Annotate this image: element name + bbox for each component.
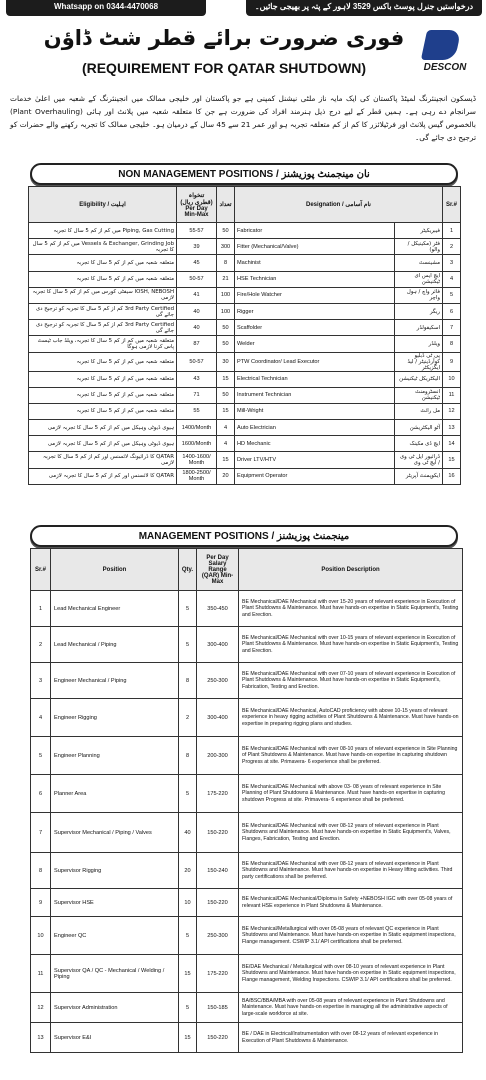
sr-cell: 11: [31, 955, 51, 993]
sr-cell: 5: [31, 737, 51, 775]
qty-cell: 15: [179, 955, 197, 993]
salary-cell: 250-300: [197, 663, 239, 699]
description-cell: BE Mechanical/DAE Mechanical with over 10-15 years of relevant experience in Execution of Plant Shutdowns & Maintenance. Must have hands-on expertise in Static Equipment's, Testing and Erection.: [239, 627, 463, 663]
description-cell: BE Mechanical/DAE Mechanical/Diploma in Safety +NEBOSH IGC with over 05-08 years of relevant HSE experience in Plant Shutdowns & Maintenance.: [239, 889, 463, 917]
sr-cell: 12: [443, 403, 461, 419]
eligibility-cell: ہیوی ڈیوٹی وہیکل میں کم از کم 5 سال کا تجربہ لازمی: [29, 436, 177, 452]
designation-cell: Equipment Operator: [235, 468, 395, 484]
salary-cell: 55-57: [177, 223, 217, 239]
sr-cell: 2: [31, 627, 51, 663]
eligibility-cell: IOSH, NEBOSH سیفٹی کورس میں کم از کم 5 سال کا تجربہ لازمی: [29, 287, 177, 303]
qty-cell: 100: [217, 287, 235, 303]
sr-cell: 7: [443, 320, 461, 336]
sr-cell: 8: [443, 336, 461, 352]
sr-cell: 9: [31, 889, 51, 917]
title-urdu: فوری ضرورت برائے قطر شٹ ڈاؤن: [43, 26, 405, 50]
salary-cell: 39: [177, 239, 217, 255]
table-row: [29, 303, 461, 319]
table-row: [29, 223, 461, 239]
qty-cell: 20: [179, 853, 197, 889]
salary-cell: 175-220: [197, 775, 239, 813]
salary-cell: 150-240: [197, 853, 239, 889]
qty-cell: 50: [217, 336, 235, 352]
designation-cell: Driver LTV/HTV: [235, 452, 395, 468]
salary-cell: 1400/Month: [177, 420, 217, 436]
whatsapp-box: Whatsapp on 0344-4470068: [6, 0, 206, 16]
designation-urdu-cell: ایچ ڈی مکینک: [395, 436, 443, 452]
eligibility-cell: متعلقہ شعبہ میں کم از کم 5 سال کا تجربہ: [29, 352, 177, 371]
description-cell: BA/BSC/BBA/MBA with over 05-08 years of relevant experience in Plant Shutdowns and Maintenance. Must have hands-on expertise in managing all the administrative aspects of large-scale workforce at site.: [239, 993, 463, 1023]
col-salary: تنخواہ (قطری ریال) Per Day Min-Max: [177, 187, 217, 223]
sr-cell: 4: [31, 699, 51, 737]
designation-cell: Fitter (Mechanical/Valve): [235, 239, 395, 255]
eligibility-cell: ہیوی ڈیوٹی وہیکل میں کم از کم 5 سال کا تجربہ لازمی: [29, 420, 177, 436]
sr-cell: 12: [31, 993, 51, 1023]
table-row: [31, 993, 463, 1023]
qty-cell: 15: [217, 403, 235, 419]
salary-cell: 300-400: [197, 699, 239, 737]
designation-cell: Scaffolder: [235, 320, 395, 336]
table-row: [29, 352, 461, 371]
sr-cell: 6: [31, 775, 51, 813]
table-row: [31, 889, 463, 917]
designation-urdu-cell: انسٹرومنٹ ٹیکنیشن: [395, 387, 443, 403]
qty-cell: 20: [217, 468, 235, 484]
description-cell: BE Mechanical/DAE Mechanical with above 03- 08 years of relevant experience in Site Planning of Plant Shutdowns & Maintenance. Must have hands-on expertise in capturing shutdown Progress at site. Primavera- 6 experience shall be preferred.: [239, 775, 463, 813]
position-cell: Lead Mechanical Engineer: [51, 591, 179, 627]
table-row: [31, 917, 463, 955]
col-salary: Per Day Salary Range (QAR) Min-Max: [197, 549, 239, 591]
qty-cell: 5: [179, 627, 197, 663]
table-row: [31, 663, 463, 699]
designation-urdu-cell: مشینسٹ: [395, 255, 443, 271]
sr-cell: 7: [31, 813, 51, 853]
table-row: [31, 699, 463, 737]
table-row: [29, 255, 461, 271]
table-header-row: [31, 549, 463, 591]
qty-cell: 15: [179, 1023, 197, 1053]
title-english: (REQUIREMENT FOR QATAR SHUTDOWN): [81, 60, 367, 76]
sr-cell: 13: [443, 420, 461, 436]
designation-cell: PTW Coordinator/ Lead Executor: [235, 352, 395, 371]
designation-cell: HD Mechanic: [235, 436, 395, 452]
table-row: [29, 371, 461, 387]
designation-cell: Rigger: [235, 303, 395, 319]
sr-cell: 1: [31, 591, 51, 627]
salary-cell: 45: [177, 255, 217, 271]
col-position: Position: [51, 549, 179, 591]
designation-cell: Welder: [235, 336, 395, 352]
top-strip: [0, 0, 486, 18]
description-cell: BE Mechanical/DAE Mechanical with over 15-20 years of relevant experience in Execution of Plant Shutdowns & Maintenance. Must have hands-on expertise in Static Equipment's, Testing and Erection.: [239, 591, 463, 627]
qty-cell: 21: [217, 271, 235, 287]
sr-cell: 3: [31, 663, 51, 699]
eligibility-cell: QATAR کا ڈرائیونگ لائسنس اور کم از کم 5 سال کا تجربہ لازمی: [29, 452, 177, 468]
sr-cell: 9: [443, 352, 461, 371]
management-heading: MANAGEMENT POSITIONS / مینجمنٹ پوزیشنز: [30, 525, 458, 547]
position-cell: Engineer QC: [51, 917, 179, 955]
qty-cell: 5: [179, 775, 197, 813]
designation-urdu-cell: ریگر: [395, 303, 443, 319]
eligibility-cell: 3rd Party Certified کم از کم 5 سال کا تجربہ کو ترجیح دی جائے گی: [29, 320, 177, 336]
col-qty: تعداد: [217, 187, 235, 223]
salary-cell: 43: [177, 371, 217, 387]
salary-cell: 1600/Month: [177, 436, 217, 452]
table-row: [29, 336, 461, 352]
designation-urdu-cell: ویلڈر: [395, 336, 443, 352]
qty-cell: 50: [217, 387, 235, 403]
designation-urdu-cell: ایچ ایس ای ٹیکنیشن: [395, 271, 443, 287]
qty-cell: 4: [217, 420, 235, 436]
qty-cell: 300: [217, 239, 235, 255]
position-cell: Engineer Mechanical / Piping: [51, 663, 179, 699]
position-cell: Supervisor Mechanical / Piping / Valves: [51, 813, 179, 853]
salary-cell: 150-220: [197, 1023, 239, 1053]
table-row: [29, 420, 461, 436]
sr-cell: 11: [443, 387, 461, 403]
designation-cell: Instrument Technician: [235, 387, 395, 403]
non-management-heading: NON MANAGEMENT POSITIONS / نان مینجمنٹ پوزیشنز: [30, 163, 458, 185]
table-row: [29, 271, 461, 287]
salary-cell: 350-450: [197, 591, 239, 627]
table-row: [29, 287, 461, 303]
description-cell: BE Mechanical/DAE Mechanical with over 08-12 years of relevant experience in Plant Shutdowns and Maintenance. Must have hands-on expertise in Heavy lifting activities. Third party certifications shall be preferred.: [239, 853, 463, 889]
position-cell: Engineer Planning: [51, 737, 179, 775]
salary-cell: 50-57: [177, 352, 217, 371]
qty-cell: 8: [217, 255, 235, 271]
salary-cell: 150-220: [197, 813, 239, 853]
table-row: [31, 1023, 463, 1053]
table-row: [31, 775, 463, 813]
sr-cell: 10: [31, 917, 51, 955]
qty-cell: 5: [179, 591, 197, 627]
designation-cell: Electrical Technician: [235, 371, 395, 387]
salary-cell: 71: [177, 387, 217, 403]
designation-urdu-cell: فٹر (مکینیکل / والو): [395, 239, 443, 255]
qty-cell: 10: [179, 889, 197, 917]
salary-cell: 175-220: [197, 955, 239, 993]
designation-urdu-cell: پی ٹی ڈبلیو کوآرڈینیٹر / لیڈ ایگزیکٹر: [395, 352, 443, 371]
eligibility-cell: QATAR کا لائسنس اور کم از کم 5 سال کا تجربہ لازمی: [29, 468, 177, 484]
table-row: [29, 320, 461, 336]
description-cell: BE / DAE in Electrical/Instrumentation with over 08-12 years of relevant experience in Execution of Plant Shutdowns & Maintenance.: [239, 1023, 463, 1053]
sr-cell: 14: [443, 436, 461, 452]
eligibility-cell: متعلقہ شعبہ میں کم از کم 5 سال کا تجربہ: [29, 371, 177, 387]
qty-cell: 5: [179, 917, 197, 955]
table-row: [31, 813, 463, 853]
eligibility-cell: 3rd Party Certified کم از کم 5 سال کا تجربہ کو ترجیح دی جائے گی: [29, 303, 177, 319]
non-management-table: [28, 186, 461, 485]
qty-cell: 2: [179, 699, 197, 737]
designation-urdu-cell: اسکیفولڈر: [395, 320, 443, 336]
sr-cell: 4: [443, 271, 461, 287]
salary-cell: 50-57: [177, 271, 217, 287]
table-row: [31, 737, 463, 775]
table-row: [31, 591, 463, 627]
eligibility-cell: متعلقہ شعبہ میں کم از کم 5 سال کا تجربہ: [29, 271, 177, 287]
sr-cell: 15: [443, 452, 461, 468]
salary-cell: 87: [177, 336, 217, 352]
description-cell: BE Mechanical/DAE Mechanical, AutoCAD proficiency with above 10-15 years of relevant experience in heavy rigging activities of Plant Shutdowns & Maintenance. Must have hands-on expertise in preparing rigging plans and studies.: [239, 699, 463, 737]
table-row: [29, 468, 461, 484]
logo-mark-icon: [421, 30, 461, 60]
table-row: [31, 955, 463, 993]
salary-cell: 1400-1600/ Month: [177, 452, 217, 468]
intro-paragraph: ڈیسکون انجینئرنگ لمیٹڈ پاکستان کی ایک مایہ ناز ملٹی نیشنل کمپنی ہے جو پاکستان اور خلیجی ممالک میں انجینئرنگ کے شعبہ میں اعلیٰ خدمات سرانجام دے رہی ہے۔ ہمیں قطر کے لیے درج ذیل ہنرمند افراد کی ضرورت ہے جن کا متعلقہ شعبہ میں پلانٹ اور ہائی (Plant Overhauling) بالخصوص گیس پلانٹ اور فرٹیلائزر کا کم از کم متعلقہ تجربہ ہو اور عمر 21 سے 45 سال کے درمیان ہو۔ خلیجی ممالک کا تجربہ رکھنے والے حضرات کو ترجیح دی جائے گی۔: [10, 94, 476, 142]
qty-cell: 15: [217, 452, 235, 468]
eligibility-cell: Piping, Gas Cutting میں کم از کم 5 سال کا تجربہ: [29, 223, 177, 239]
designation-urdu-cell: آٹو الیکٹریشن: [395, 420, 443, 436]
sr-cell: 3: [443, 255, 461, 271]
col-description: Position Description: [239, 549, 463, 591]
position-cell: Supervisor QA / QC - Mechanical / Welding / Piping: [51, 955, 179, 993]
col-sr: Sr.#: [31, 549, 51, 591]
designation-cell: Auto Electrician: [235, 420, 395, 436]
descon-logo: [416, 30, 474, 78]
qty-cell: 50: [217, 223, 235, 239]
sr-cell: 2: [443, 239, 461, 255]
qty-cell: 40: [179, 813, 197, 853]
position-cell: Engineer Rigging: [51, 699, 179, 737]
position-cell: Supervisor Administration: [51, 993, 179, 1023]
description-cell: BE/DAE Mechanical / Metallurgical with over 08-10 years of relevant experience in Plant Shutdowns and Maintenance. Must have hands-on expertise in Static equipment inspections, Flange management, Welding Inspections. CSWIP 3.1/ API certifications shall be preferred.: [239, 955, 463, 993]
position-cell: Supervisor Rigging: [51, 853, 179, 889]
logo-text: DESCON: [423, 62, 467, 73]
description-cell: BE Mechanical/DAE Mechanical with over 08-10 years of relevant experience in Site Planning of Plant Shutdowns & Maintenance. Must have hands-on expertise in capturing shutdown Progress at site. Primavera- 6 experience shall be preferred.: [239, 737, 463, 775]
eligibility-cell: متعلقہ شعبہ میں کم از کم 5 سال کا تجربہ: [29, 387, 177, 403]
sr-cell: 16: [443, 468, 461, 484]
sr-cell: 1: [443, 223, 461, 239]
salary-cell: 150-220: [197, 889, 239, 917]
qty-cell: 4: [217, 436, 235, 452]
designation-cell: HSE Technician: [235, 271, 395, 287]
salary-cell: 300-400: [197, 627, 239, 663]
salary-cell: 250-300: [197, 917, 239, 955]
management-table: [30, 548, 463, 1053]
salary-cell: 1800-2500/ Month: [177, 468, 217, 484]
eligibility-cell: متعلقہ شعبہ میں کم از کم 5 سال کا تجربہ: [29, 255, 177, 271]
col-qty: Qty.: [179, 549, 197, 591]
designation-urdu-cell: فائر واچ / ہول واچر: [395, 287, 443, 303]
sr-cell: 5: [443, 287, 461, 303]
address-box: درخواستیں جنرل پوسٹ باکس 3529 لاہور کے پتہ پر بھیجی جائیں۔: [246, 0, 482, 16]
salary-cell: 55: [177, 403, 217, 419]
ad-header: [4, 22, 482, 84]
position-cell: Lead Mechanical / Piping: [51, 627, 179, 663]
designation-urdu-cell: مل رائٹ: [395, 403, 443, 419]
table-row: [29, 436, 461, 452]
table-row: [29, 452, 461, 468]
designation-cell: Fabricator: [235, 223, 395, 239]
table-row: [29, 387, 461, 403]
qty-cell: 30: [217, 352, 235, 371]
salary-cell: 200-300: [197, 737, 239, 775]
designation-cell: Fire/Hole Watcher: [235, 287, 395, 303]
qty-cell: 5: [179, 993, 197, 1023]
table-row: [29, 403, 461, 419]
salary-cell: 150-185: [197, 993, 239, 1023]
eligibility-cell: متعلقہ شعبہ میں کم از کم 5 سال کا تجربہ: [29, 403, 177, 419]
position-cell: Supervisor HSE: [51, 889, 179, 917]
salary-cell: 40: [177, 303, 217, 319]
col-designation: Designation / نام آسامی: [235, 187, 443, 223]
salary-cell: 41: [177, 287, 217, 303]
eligibility-cell: Vessels & Exchanger, Grinding Job میں کم از کم 5 سال کا تجربہ: [29, 239, 177, 255]
col-sr: Sr.#: [443, 187, 461, 223]
col-eligibility: Eligibility / اہلیت: [29, 187, 177, 223]
salary-cell: 40: [177, 320, 217, 336]
qty-cell: 50: [217, 320, 235, 336]
table-row: [31, 853, 463, 889]
table-row: [31, 627, 463, 663]
designation-cell: Machinist: [235, 255, 395, 271]
sr-cell: 8: [31, 853, 51, 889]
position-cell: Planner Area: [51, 775, 179, 813]
description-cell: BE Mechanical/Metallurgical with over 05-08 years of relevant QC experience in Plant Shutdowns and Maintenance. Must have hands-on expertise in Static equipment inspections, Flange management. CSWIP 3.1/ API certifications shall be preferred.: [239, 917, 463, 955]
qty-cell: 15: [217, 371, 235, 387]
qty-cell: 8: [179, 663, 197, 699]
designation-urdu-cell: فیبریکیٹر: [395, 223, 443, 239]
description-cell: BE Mechanical/DAE Mechanical with over 07-10 years of relevant experience in Execution of Plant Shutdowns & Maintenance. Must have hands-on expertise in Static Equipment's, Fabrication, Testing and Erection.: [239, 663, 463, 699]
table-row: [29, 239, 461, 255]
eligibility-cell: متعلقہ شعبہ میں کم از کم 5 سال کا تجربہ، ویلڈ جاب ٹیسٹ پاس کرنا لازمی ہوگا: [29, 336, 177, 352]
designation-urdu-cell: ایکوپمنٹ آپریٹر: [395, 468, 443, 484]
designation-cell: Mill-Wright: [235, 403, 395, 419]
sr-cell: 10: [443, 371, 461, 387]
table-header-row: [29, 187, 461, 223]
qty-cell: 100: [217, 303, 235, 319]
designation-urdu-cell: الیکٹریکل ٹیکنیشن: [395, 371, 443, 387]
position-cell: Supervisor E&I: [51, 1023, 179, 1053]
qty-cell: 8: [179, 737, 197, 775]
sr-cell: 13: [31, 1023, 51, 1053]
sr-cell: 6: [443, 303, 461, 319]
description-cell: BE Mechanical/DAE Mechanical with over 08-12 years of relevant experience in Plant Shutdowns and Maintenance. Must have hands-on expertise in Static Equipment's, Valves, Flanges, Fabrication, Testing and Erection.: [239, 813, 463, 853]
designation-urdu-cell: ڈرائیور ایل ٹی وی / ایچ ٹی وی: [395, 452, 443, 468]
